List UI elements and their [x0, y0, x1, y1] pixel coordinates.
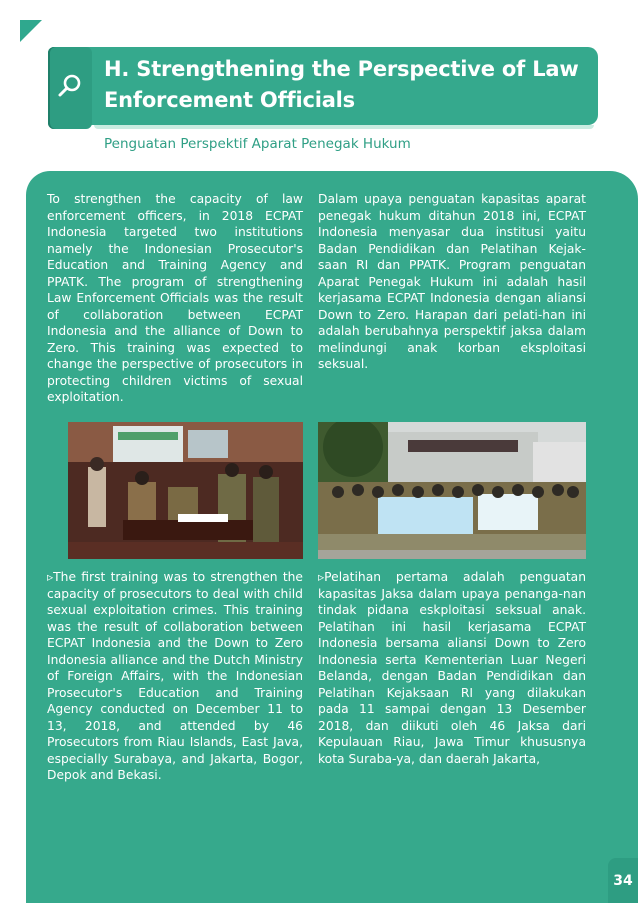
caption-indonesian: ▹Pelatihan pertama adalah penguatan kapasitas Jaksa dalam upaya penanga-nan tindak pidana eskploitasi seksual anak. Pelatihan ini hasil kerjasama ECPAT Indonesia bersama aliansi Down to Zero Indonesia serta Kementerian Luar Negeri Belanda, dengan Badan Pendidikan dan Pelatihan Kejaksaan RI yang dilakukan pada 11 sampai dengan 13 Desember 2018, dan diikuti oleh 46 Jaksa dari Kepulauan Riau, Jawa Timur khususnya kota Suraba-ya, dan daerah Jakarta,	[318, 570, 586, 766]
search-icon	[57, 73, 83, 99]
caption-english: ▹The first training was to strengthen the capacity of prosecutors to deal with child sexual exploitation crimes. This training was the result of collaboration between ECPAT Indonesia and the Down to Zero Indonesia alliance and the Dutch Ministry of Foreign Affairs, with the Indonesian Prosecutor's Education and Training Agency conducted on December 11 to 13, 2018, and attended by 46 Prosecutors from Riau Islands, East Java, especially Surabaya, and Jakarta, Bogor, Depok and Bekasi.	[47, 570, 303, 782]
corner-decoration	[20, 20, 42, 42]
header-icon-tab	[48, 47, 92, 129]
intro-indonesian: Dalam upaya penguatan kapasitas aparat penegak hukum ditahun 2018 ini, ECPAT Indonesia menyasar dua institusi yaitu Badan Pendidikan dan Pelatihan Kejak-saan RI dan PPATK. Program penguatan Aparat Penegak Hukum ini adalah hasil kerjasama ECPAT Indonesia dengan aliansi Down to Zero. Harapan dari pelati-han ini adalah berubahnya perspektif jaksa dalam melindungi anak korban eksploitasi seksual.	[318, 192, 586, 371]
group-photo	[318, 422, 586, 559]
page-number: 34	[608, 858, 638, 903]
intro-english: To strengthen the capacity of law enforcement officers, in 2018 ECPAT Indonesia targeted two institutions namely the Indonesian Prosecutor's Education and Training Agency and PPATK. The program of strengthening Law Enforcement Officials was the result of collaboration between ECPAT Indonesia and the alliance of Down to Zero. This training was expected to change the perspective of prosecutors in protecting children victims of sexual exploitation.	[47, 192, 303, 404]
section-title: H. Strengthening the Perspective of Law Enforcement Officials	[104, 57, 579, 112]
section-subtitle: Penguatan Perspektif Aparat Penegak Hukum	[104, 136, 411, 152]
training-ceremony-photo	[68, 422, 303, 559]
